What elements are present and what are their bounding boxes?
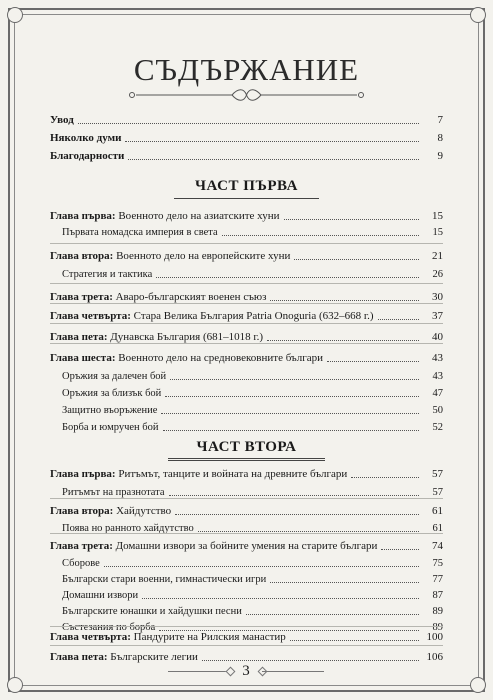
dot-leader <box>351 477 419 478</box>
toc-entry-label <box>50 352 323 365</box>
toc-chapter-entry[interactable] <box>50 247 443 263</box>
toc-page-number: 50 <box>432 405 443 416</box>
toc-chapter-entry[interactable] <box>50 502 443 518</box>
dot-leader <box>175 514 419 515</box>
toc-page-number: 30 <box>432 291 443 303</box>
chapter-title: Сборове <box>62 558 100 569</box>
chapter-title: Ритъмът, танците и войната на древните българи <box>115 468 348 480</box>
chapter-number: Глава първа: <box>50 468 116 480</box>
chapter-title: Домашни извори за бойните умения на старите българи <box>112 540 378 552</box>
chapter-title: Български стари военни, гимнастически игри <box>62 574 267 585</box>
toc-page-number: 43 <box>432 352 443 364</box>
section-separator <box>50 243 443 244</box>
chapter-title: Първата номадска империя в света <box>62 227 218 238</box>
toc-entry-label <box>62 404 157 417</box>
toc-page-number: 52 <box>432 422 443 433</box>
dot-leader <box>246 614 419 615</box>
heading-underline <box>168 458 325 461</box>
dot-leader <box>202 660 419 661</box>
toc-subentry[interactable] <box>62 384 443 400</box>
dot-leader <box>198 531 419 532</box>
part-two-heading: ЧАСТ ВТОРА <box>196 439 297 455</box>
toc-page-number: 57 <box>432 468 443 480</box>
chapter-title: Поява но ранното хайдутство <box>62 523 194 534</box>
chapter-number: Глава четвърта: <box>50 631 131 643</box>
corner-ornament <box>470 7 486 23</box>
toc-chapter-entry[interactable] <box>50 307 443 323</box>
dot-leader <box>104 566 419 567</box>
toc-page-number: 40 <box>432 331 443 343</box>
toc-entry-label <box>62 573 266 586</box>
toc-chapter-entry[interactable] <box>50 288 443 304</box>
toc-chapter-entry[interactable] <box>50 465 443 481</box>
chapter-number: Глава трета: <box>50 540 113 552</box>
part-one-heading: ЧАСТ ПЪРВА <box>195 178 298 194</box>
toc-entry-label: Увод <box>50 114 74 126</box>
dot-leader <box>284 219 419 220</box>
toc-page-number: 15 <box>432 227 443 238</box>
toc-page-number: 106 <box>426 651 443 663</box>
toc-entry-intro[interactable] <box>50 111 443 127</box>
page-footer <box>0 663 493 681</box>
toc-entry-label <box>62 589 138 602</box>
chapter-title: Военното дело на средновековните българи <box>115 352 323 364</box>
heading-underline <box>174 198 319 199</box>
toc-page-number: 61 <box>432 505 443 517</box>
toc-subentry[interactable] <box>62 554 443 570</box>
toc-entry-label <box>62 605 242 618</box>
dot-leader <box>267 340 419 341</box>
chapter-number: Глава шеста: <box>50 352 116 364</box>
dot-leader <box>163 430 419 431</box>
table-of-contents <box>50 0 443 700</box>
dot-leader <box>165 396 419 397</box>
chapter-number: Глава трета: <box>50 291 113 303</box>
toc-entry-label: Благодарности <box>50 150 125 162</box>
toc-page-number: 7 <box>437 114 443 126</box>
toc-subentry[interactable] <box>62 223 443 239</box>
chapter-title: Борба и юмручен бой <box>62 422 159 433</box>
toc-page-number: 57 <box>432 487 443 498</box>
section-separator <box>50 323 443 324</box>
toc-page-number: 9 <box>437 150 443 162</box>
toc-subentry[interactable] <box>62 483 443 499</box>
toc-page-number: 87 <box>432 590 443 601</box>
toc-entry-label <box>62 557 100 570</box>
section-separator <box>50 283 443 284</box>
dot-leader <box>327 361 419 362</box>
toc-entry-label <box>62 370 166 383</box>
footer-rule <box>262 671 324 672</box>
toc-chapter-entry[interactable] <box>50 328 443 344</box>
toc-entry-few-words[interactable] <box>50 129 443 145</box>
dot-leader <box>156 277 419 278</box>
dot-leader <box>378 319 419 320</box>
chapter-title: Пандурите на Рилския манастир <box>130 631 286 643</box>
dot-leader <box>170 379 419 380</box>
section-separator <box>50 303 443 304</box>
toc-page-number: 15 <box>432 210 443 222</box>
toc-chapter-entry[interactable] <box>50 207 443 223</box>
dot-leader <box>128 159 419 160</box>
chapter-title: Оръжия за близък бой <box>62 388 162 399</box>
page-title: СЪДЪРЖАНИЕ <box>133 52 360 87</box>
chapter-number: Глава четвърта: <box>50 310 131 322</box>
chapter-title: Аваро-българският военен съюз <box>112 291 267 303</box>
toc-subentry[interactable] <box>62 570 443 586</box>
toc-entry-label: Няколко думи <box>50 132 122 144</box>
section-separator <box>50 343 443 344</box>
toc-entry-label <box>50 505 171 518</box>
toc-entry-label <box>50 250 290 263</box>
toc-subentry[interactable] <box>62 586 443 602</box>
toc-page-number: 37 <box>432 310 443 322</box>
dot-leader <box>161 413 419 414</box>
dot-leader <box>222 235 419 236</box>
toc-entry-label <box>50 631 286 644</box>
toc-entry-label <box>62 421 159 434</box>
toc-subentry[interactable] <box>62 265 443 281</box>
chapter-title: Домашни извори <box>62 590 139 601</box>
chapter-number: Глава пета: <box>50 331 108 343</box>
section-separator <box>50 626 443 627</box>
chapter-title: Оръжия за далечен бой <box>62 371 167 382</box>
section-separator <box>50 498 443 499</box>
toc-subentry[interactable] <box>62 401 443 417</box>
toc-page-number: 8 <box>437 132 443 144</box>
dot-leader <box>290 640 419 641</box>
page-number: 3 <box>242 663 250 679</box>
chapter-title: Военното дело на азиатските хуни <box>115 210 280 222</box>
toc-page-number: 47 <box>432 388 443 399</box>
corner-ornament <box>7 7 23 23</box>
toc-chapter-entry[interactable] <box>50 628 443 644</box>
toc-chapter-entry[interactable] <box>50 537 443 553</box>
toc-page-number: 77 <box>432 574 443 585</box>
dot-leader <box>270 300 419 301</box>
chapter-number: Глава пета: <box>50 651 108 663</box>
toc-subentry[interactable] <box>62 367 443 383</box>
chapter-number: Глава втора: <box>50 250 114 262</box>
toc-entry-label <box>50 210 280 223</box>
dot-leader <box>142 598 419 599</box>
toc-subentry[interactable] <box>62 602 443 618</box>
dot-leader <box>125 141 419 142</box>
toc-entry-label <box>50 310 374 323</box>
chapter-title: Защитно въоръжение <box>62 405 158 416</box>
toc-page-number: 43 <box>432 371 443 382</box>
toc-page-number: 75 <box>432 558 443 569</box>
chapter-title: Стратегия и тактика <box>62 269 153 280</box>
toc-chapter-entry[interactable] <box>50 648 443 664</box>
chapter-number: Глава първа: <box>50 210 116 222</box>
chapter-title: Стара Велика България Patria Onoguria (632–668 г.) <box>130 310 374 322</box>
toc-subentry[interactable] <box>62 418 443 434</box>
toc-page-number: 61 <box>432 523 443 534</box>
chapter-title: Хайдутство <box>113 505 172 517</box>
toc-page-number: 89 <box>432 622 443 633</box>
toc-chapter-entry[interactable] <box>50 349 443 365</box>
section-separator <box>50 645 443 646</box>
toc-page-number: 74 <box>432 540 443 552</box>
chapter-title: Ритъмът на празнотата <box>62 487 165 498</box>
chapter-title: Военното дело на европейските хуни <box>113 250 291 262</box>
chapter-title: Българските юнашки и хайдушки песни <box>62 606 242 617</box>
footer-rule <box>168 671 230 672</box>
toc-page-number: 100 <box>426 631 443 643</box>
toc-page-number: 89 <box>432 606 443 617</box>
toc-entry-label <box>50 540 377 553</box>
chapter-title: Дунавска България (681–1018 г.) <box>107 331 264 343</box>
dot-leader <box>381 549 419 550</box>
toc-entry-label <box>62 268 152 281</box>
toc-entry-label <box>50 468 347 481</box>
toc-page-number: 26 <box>432 269 443 280</box>
section-separator <box>50 533 443 534</box>
dot-leader <box>78 123 419 124</box>
chapter-number: Глава втора: <box>50 505 114 517</box>
chapter-title: Българските легии <box>107 651 198 663</box>
toc-page-number: 21 <box>432 250 443 262</box>
toc-entry-label <box>62 387 161 400</box>
chapter-title: Състезания по борба <box>62 622 156 633</box>
toc-entry-acknowledgements[interactable] <box>50 147 443 163</box>
dot-leader <box>294 259 419 260</box>
dot-leader <box>169 495 419 496</box>
toc-entry-label <box>62 226 218 239</box>
dot-leader <box>270 582 419 583</box>
